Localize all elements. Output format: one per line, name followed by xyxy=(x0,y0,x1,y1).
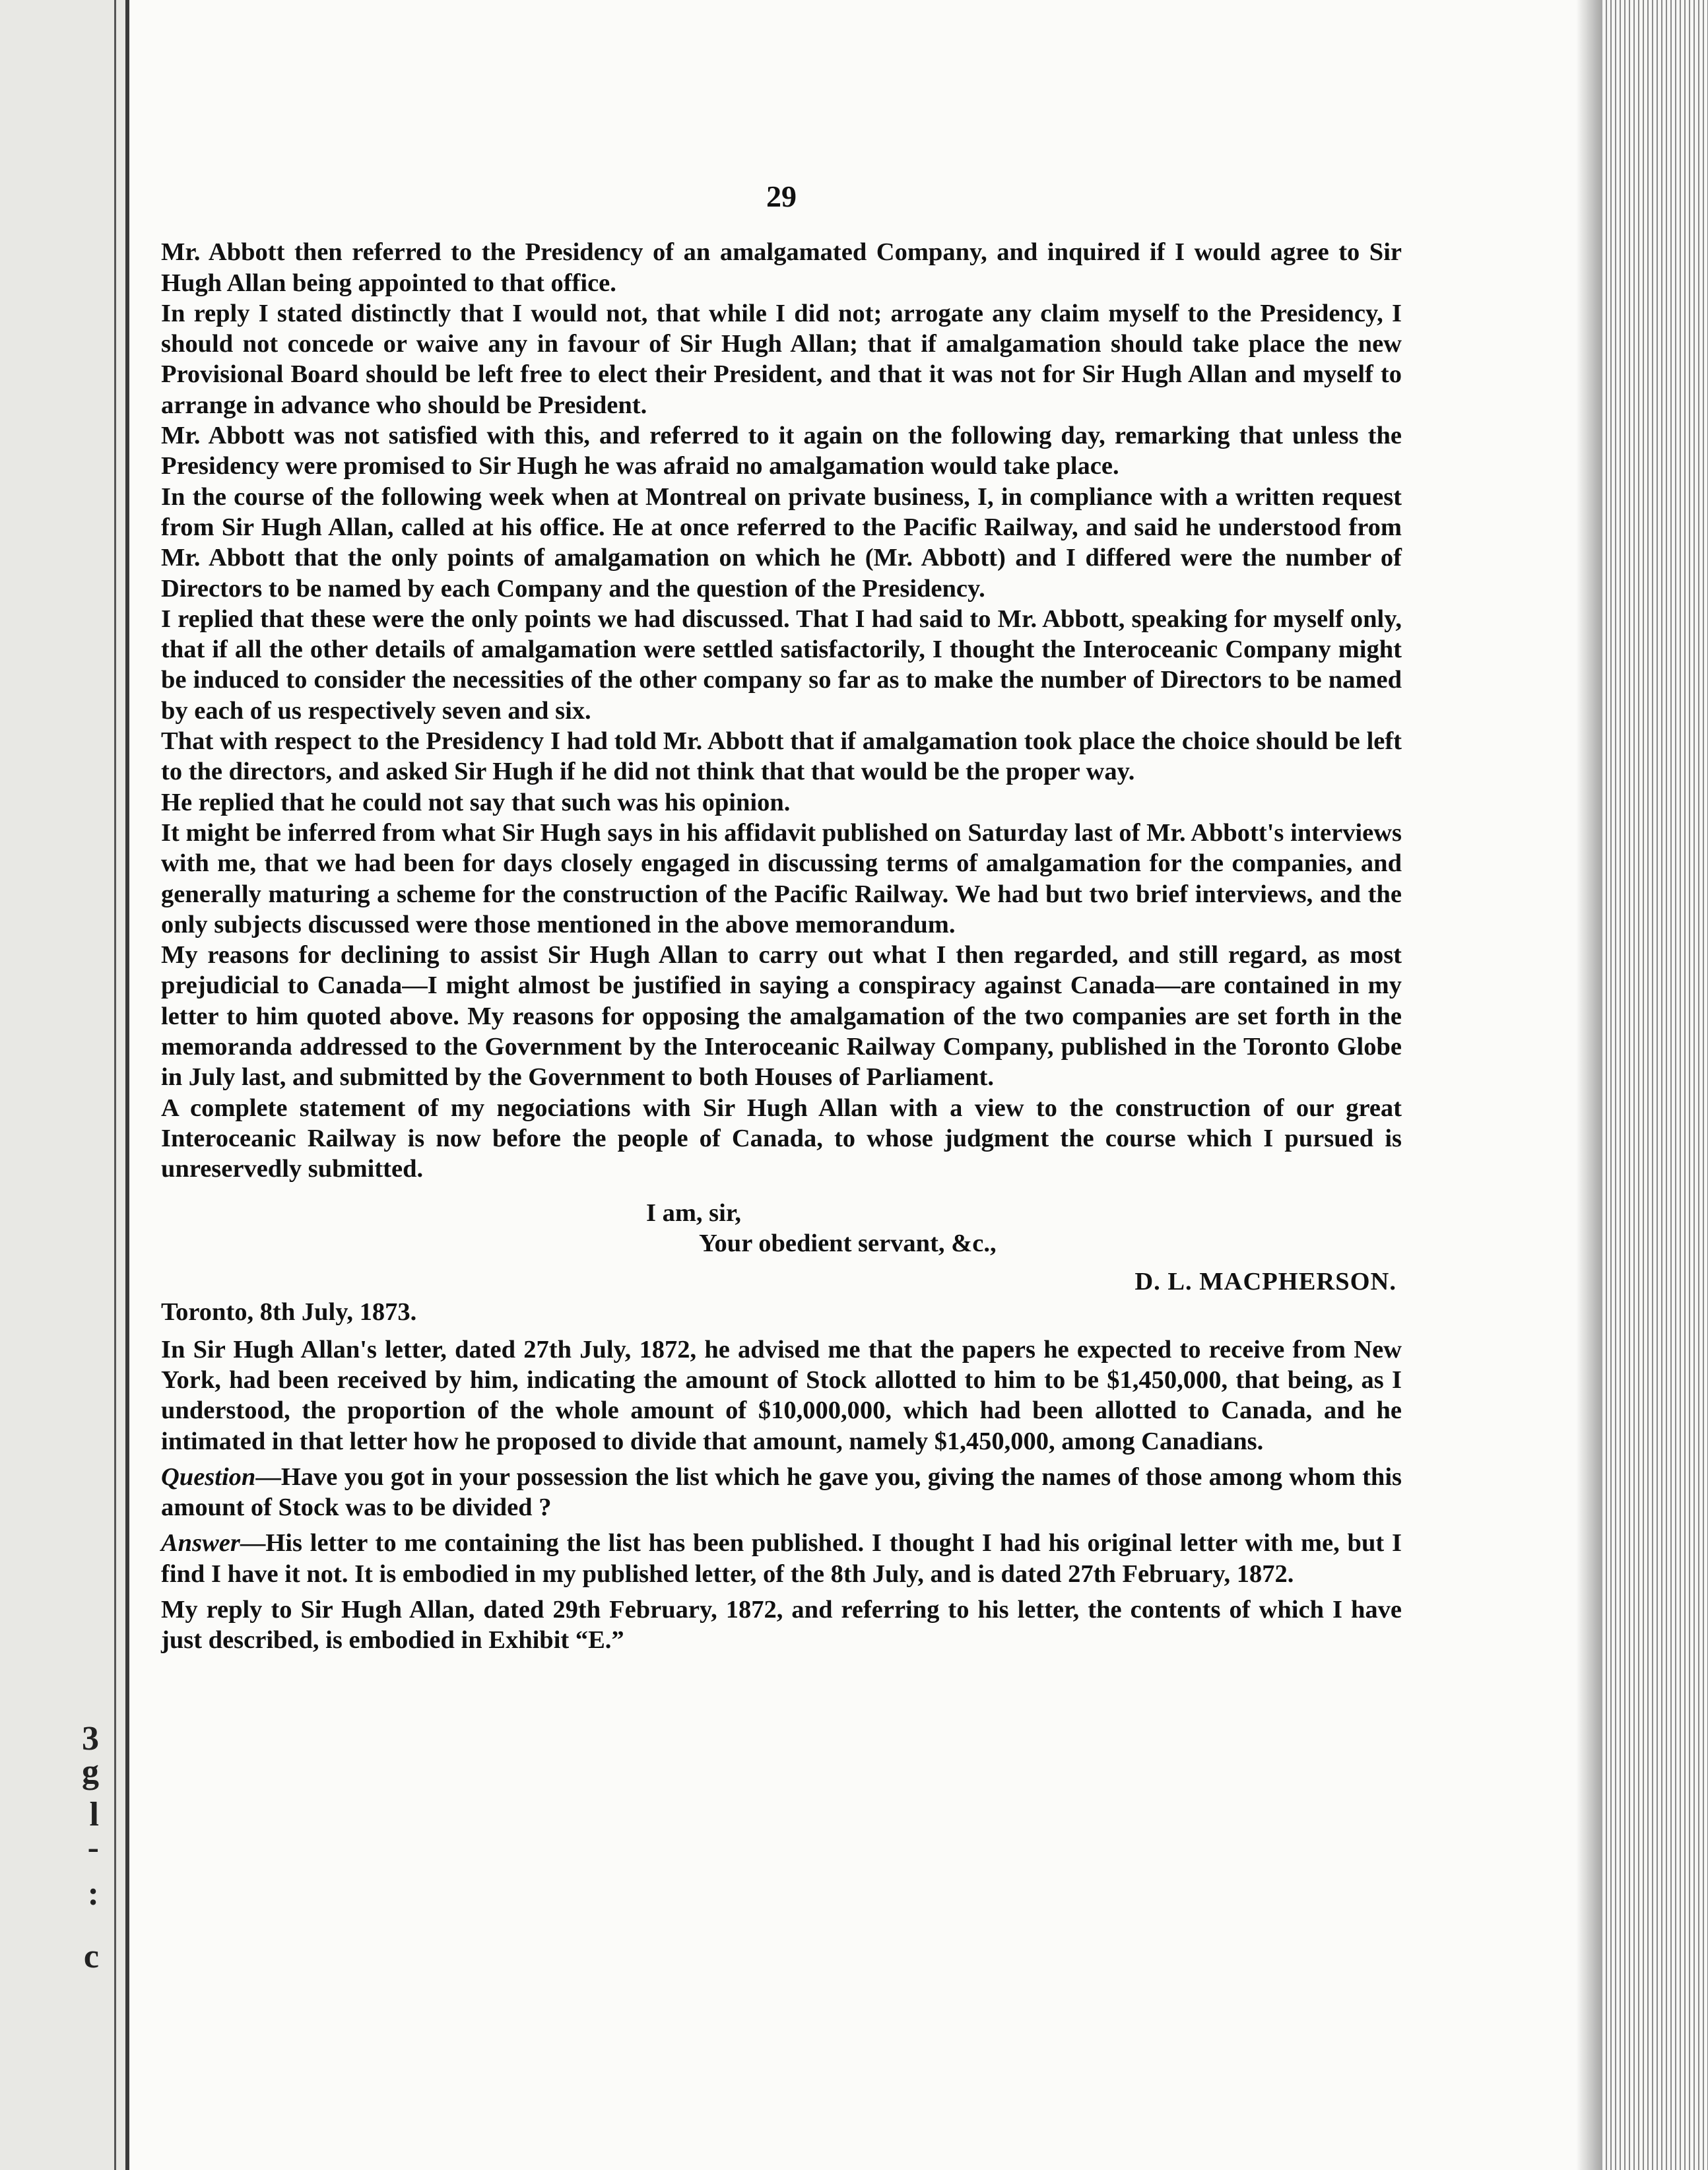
paragraph: In reply I stated distinctly that I would not, that while I did not; arrogate any claim myself to the Presidency, I should not concede or waive any in favour of Sir Hugh Allan; that if amalgamation should take place the new Provisional Board should be left free to elect their President, and that it was not for Sir Hugh Allan and myself to arrange in advance who should be President. xyxy=(161,299,1402,419)
left-page-binding xyxy=(0,0,129,2170)
paragraph: In Sir Hugh Allan's letter, dated 27th July, 1872, he advised me that the papers he expected to receive from New York, had been received by him, indicating the amount of Stock allotted to him to be $1,450,000, that being, as I understood, the proportion of the whole amount of $10,000,000, which had been allotted to Canada, and he intimated in that letter how he proposed to divide that amount, namely $1,450,000, among Canadians. xyxy=(161,1335,1402,1455)
paragraph: My reasons for declining to assist Sir Hugh Allan to carry out what I then regarded, and still regard, as most prejudicial to Canada—I might almost be justified in saying a conspiracy against Canada—are contained in my letter to him quoted above. My reasons for opposing the amalgamation of the two companies are set forth in the memoranda addressed to the Government by the Interoceanic Railway Company, published in the Toronto Globe in July last, and submitted by the Government to both Houses of Parliament. xyxy=(161,941,1402,1092)
paragraph: Mr. Abbott was not satisfied with this, and referred to it again on the following day, remarking that unless the Presidency were promised to Sir Hugh he was afraid no amalgamation would take place. xyxy=(161,422,1402,480)
paragraph: I replied that these were the only points we had discussed. That I had said to Mr. Abbott, speaking for myself only, that if all the other details of amalgamation were settled satisfactorily, I thought the Interoceanic Company might be induced to consider the necessities of the other company so far as to make the number of Directors to be named by each of us respectively seven and six. xyxy=(161,605,1402,725)
closing-salutation: I am, sir, xyxy=(646,1199,742,1227)
closing-valediction: Your obedient servant, &c., xyxy=(699,1229,997,1257)
page-content xyxy=(161,181,1402,1656)
margin-fragment: : xyxy=(87,1875,99,1913)
question-paragraph xyxy=(161,1462,1402,1523)
binding-edge-line xyxy=(114,0,116,2170)
paragraph: Mr. Abbott then referred to the Presidency of an amalgamated Company, and inquired if I would agree to Sir Hugh Allan being appointed to that office. xyxy=(161,238,1402,297)
paragraph: A complete statement of my negociations with Sir Hugh Allan with a view to the construction of our great Interoceanic Railway is now before the people of Canada, to whose judgment the course which I pursued is unreservedly submitted. xyxy=(161,1094,1402,1183)
margin-fragment: g xyxy=(82,1753,99,1791)
paragraph: My reply to Sir Hugh Allan, dated 29th February, 1872, and referring to his letter, the contents of which I have just described, is embodied in Exhibit “E.” xyxy=(161,1596,1402,1655)
paragraph: That with respect to the Presidency I had told Mr. Abbott that if amalgamation took place the choice should be left to the directors, and asked Sir Hugh if he did not think that that would be the proper way. xyxy=(161,727,1402,786)
paragraph: He replied that he could not say that such was his opinion. xyxy=(161,788,791,816)
answer-label: Answer xyxy=(161,1529,240,1558)
question-label: Question xyxy=(161,1463,256,1491)
place-date: Toronto, 8th July, 1873. xyxy=(161,1298,417,1327)
paragraph: In the course of the following week when at Montreal on private business, I, in compliance with a written request from Sir Hugh Allan, called at his office. He at once referred to the Pacific Railway, and said he understood from Mr. Abbott that the only points of amalgamation on which he (Mr. Abbott) and I differed were the number of Directors to be named by each Company and the question of the Presidency. xyxy=(161,482,1402,603)
margin-fragment: - xyxy=(87,1829,99,1866)
answer-paragraph xyxy=(161,1528,1402,1589)
page-number: 29 xyxy=(766,180,797,213)
page-edge-shadow xyxy=(1576,0,1602,2170)
right-page-edges xyxy=(1602,0,1708,2170)
margin-fragment: c xyxy=(83,1938,99,1975)
margin-fragment: 3 xyxy=(82,1720,99,1758)
answer-text: —His letter to me containing the list has been published. I thought I had his original letter with me, but I find I have it not. It is embodied in my published letter, of the 8th July, and is dated 27th February, 1872. xyxy=(161,1529,1402,1588)
margin-fragment: l xyxy=(89,1796,99,1833)
paragraph: It might be inferred from what Sir Hugh says in his affidavit published on Saturday last of Mr. Abbott's interviews with me, that we had been for days closely engaged in discussing terms of amalgamation for the companies, and generally maturing a scheme for the construction of the Pacific Railway. We had but two brief interviews, and the only subjects discussed were those mentioned in the above memorandum. xyxy=(161,818,1402,938)
signature: D. L. MACPHERSON. xyxy=(1134,1268,1396,1296)
question-text: —Have you got in your possession the list which he gave you, giving the names of those among whom this amount of Stock was to be divided ? xyxy=(161,1463,1402,1522)
